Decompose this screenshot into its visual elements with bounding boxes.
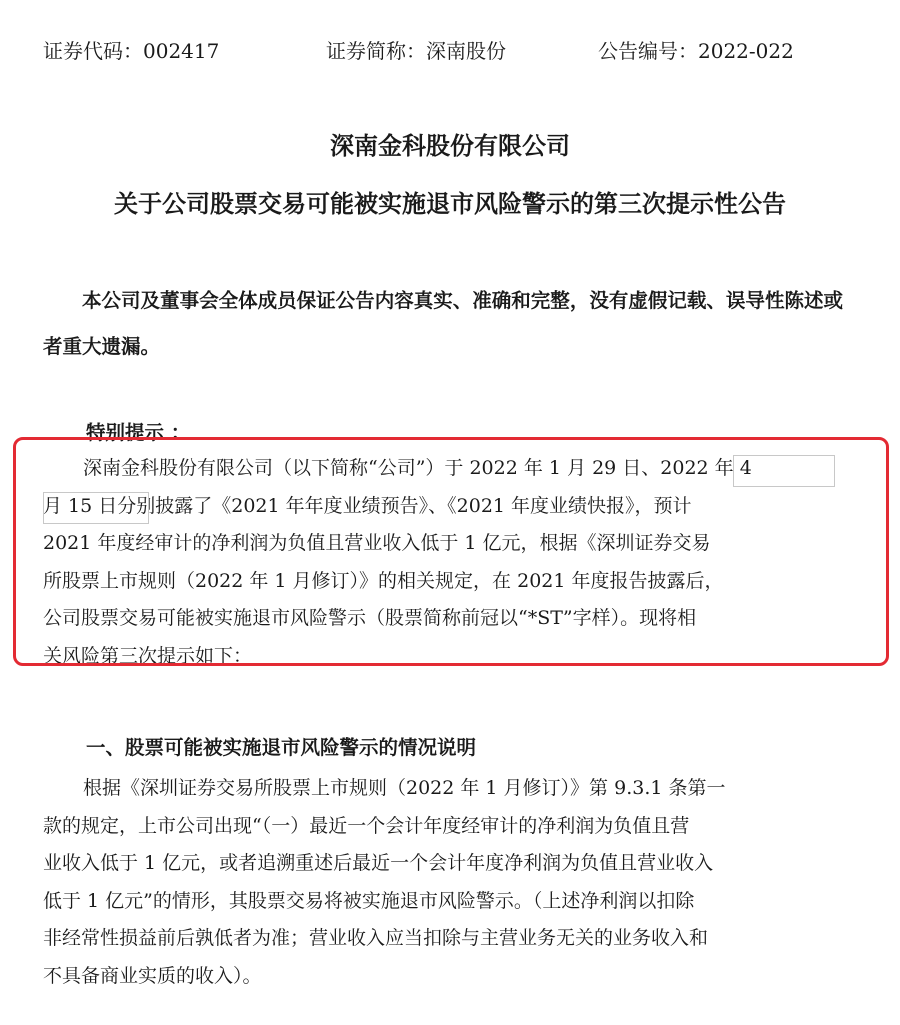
document-header bbox=[0, 36, 900, 66]
board-statement: 本公司及董事会全体成员保证公告内容真实、准确和完整，没有虚假记载、误导性陈述或者重大遗漏。 bbox=[43, 289, 843, 358]
security-code: 证券代码：002417 bbox=[43, 39, 220, 63]
paragraph-line: 所股票上市规则（2022 年 1 月修订）》的相关规定，在 2021 年度报告披露后， bbox=[43, 569, 724, 592]
notice-number: 公告编号：2022-022 bbox=[598, 39, 794, 63]
paragraph-line: 款的规定，上市公司出现“（一）最近一个会计年度经审计的净利润为负值且营 bbox=[43, 814, 690, 837]
security-abbreviation: 证券简称：深南股份 bbox=[326, 39, 506, 63]
paragraph-line: 公司股票交易可能被实施退市风险警示（股票简称前冠以“*ST”字样）。现将相 bbox=[43, 607, 697, 629]
paragraph-line: 关风险第三次提示如下： bbox=[43, 644, 253, 667]
paragraph-rule-explanation bbox=[43, 770, 841, 995]
paragraph-line: 非经常性损益前后孰低者为准；营业收入应当扣除与主营业务无关的业务收入和 bbox=[43, 927, 709, 949]
paragraph-line: 业收入低于 1 亿元，或者追溯重述后最近一个会计年度净利润为负值且营业收入 bbox=[43, 852, 714, 874]
section-heading-1: 一、股票可能被实施退市风险警示的情况说明 bbox=[86, 736, 477, 759]
paragraph-line: 2021 年度经审计的净利润为负值且营业收入低于 1 亿元，根据《深圳证券交易 bbox=[43, 532, 711, 554]
paragraph-line: 不具备商业实质的收入）。 bbox=[43, 964, 262, 987]
notice-title: 关于公司股票交易可能被实施退市风险警示的第三次提示性公告 bbox=[114, 190, 786, 218]
paragraph-line: 根据《深圳证券交易所股票上市规则（2022 年 1 月修订）》第 9.3.1 条第一 bbox=[83, 777, 726, 799]
paragraph-risk-summary bbox=[43, 450, 841, 675]
paragraph-line: 深南金科股份有限公司（以下简称“公司”）于 2022 年 1 月 29 日、2022 年 4 bbox=[83, 457, 752, 479]
company-title: 深南金科股份有限公司 bbox=[330, 132, 570, 160]
paragraph-line: 月 15 日分别披露了《2021 年年度业绩预告》、《2021 年度业绩快报》，预计 bbox=[43, 494, 692, 517]
paragraph-line: 低于 1 亿元”的情形，其股票交易将被实施退市风险警示。（上述净利润以扣除 bbox=[43, 889, 695, 912]
special-notice-heading: 特别提示 ： bbox=[86, 421, 191, 444]
